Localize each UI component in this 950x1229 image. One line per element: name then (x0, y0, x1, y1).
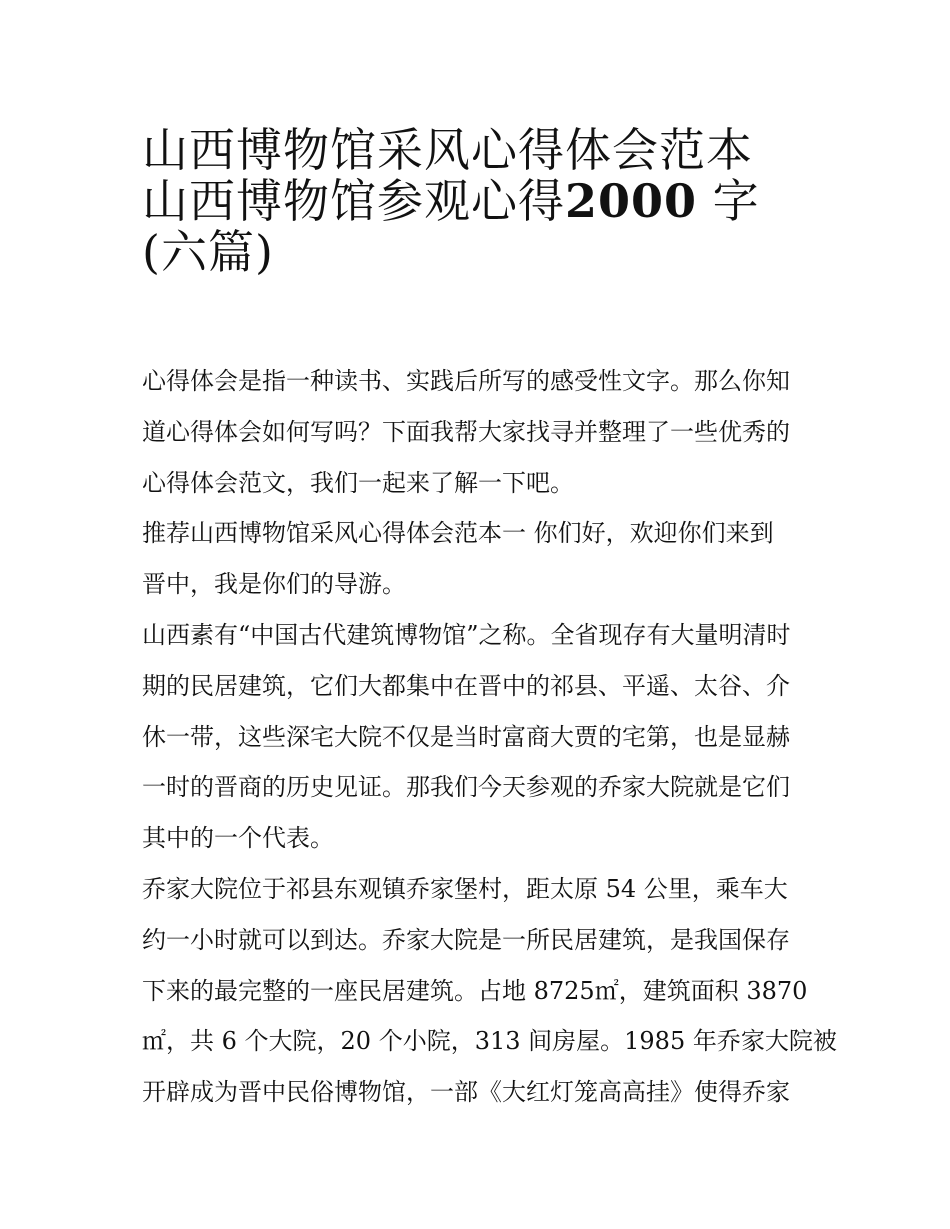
body-line: 一时的晋商的历史见证。那我们今天参观的乔家大院就是它们 (142, 773, 790, 802)
title-line-3: (六篇) (142, 224, 274, 279)
body-text (142, 356, 837, 1118)
body-line: 心得体会范文，我们一起来了解一下吧。 (142, 468, 574, 497)
document-title (142, 112, 822, 279)
title-line-2-text: 山西博物馆参观心得 (142, 173, 565, 228)
title-line-1: 山西博物馆采风心得体会范本 (142, 123, 753, 177)
body-line: 其中的一个代表。 (142, 824, 334, 853)
body-line: 心得体会是指一种读书、实践后所写的感受性文字。那么你知 (142, 367, 790, 395)
body-line: 推荐山西博物馆采风心得体会范本一 你们好，欢迎你们来到 (142, 519, 774, 548)
title-line-2 (142, 163, 822, 228)
body-line: 山西素有“中国古代建筑博物馆”之称。全省现存有大量明清时 (142, 620, 791, 649)
body-line: 期的民居建筑，它们大都集中在晋中的祁县、平遥、太谷、介 (142, 671, 790, 700)
title-line-2-suffix: 字 (697, 173, 760, 228)
body-line: 下来的最完整的一座民居建筑。占地 8725㎡，建筑面积 3870 (142, 976, 808, 1005)
body-line: 开辟成为晋中民俗博物馆，一部《大红灯笼高高挂》使得乔家 (142, 1078, 790, 1107)
body-line: ㎡，共 6 个大院，20 个小院，313 间房屋。1985 年乔家大院被 (142, 1027, 837, 1056)
title-word-count: 2000 (565, 173, 698, 228)
body-line: 约一小时就可以到达。乔家大院是一所民居建筑，是我国保存 (142, 925, 790, 954)
body-line: 乔家大院位于祁县东观镇乔家堡村，距太原 54 公里，乘车大 (142, 874, 788, 903)
body-line: 休一带，这些深宅大院不仅是当时富商大贾的宅第，也是显赫 (142, 722, 790, 751)
body-line: 道心得体会如何写吗？下面我帮大家找寻并整理了一些优秀的 (142, 417, 790, 446)
body-line: 晋中，我是你们的导游。 (142, 570, 406, 599)
